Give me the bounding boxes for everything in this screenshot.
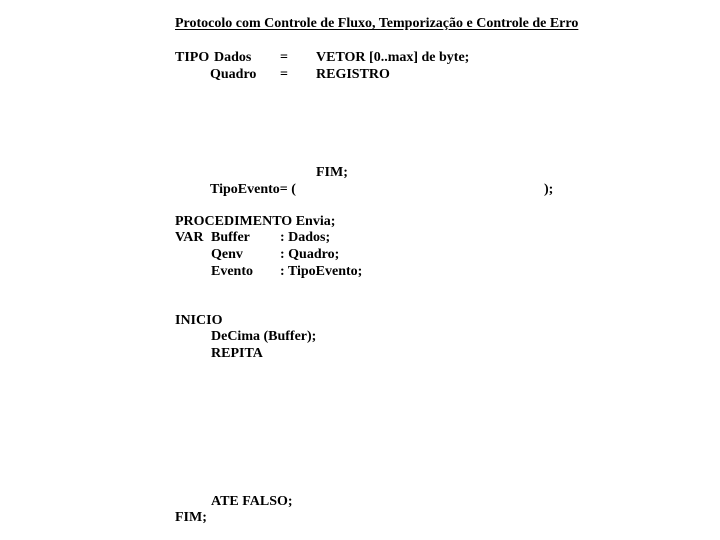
tipoevento-close: ); [544,182,554,197]
var-evento-name: Evento [211,264,253,279]
repita-keyword: REPITA [211,346,263,361]
var-evento-type: : TipoEvento; [280,264,363,279]
var-qenv-name: Qenv [211,247,243,262]
quadro-type-definition: REGISTRO [316,67,390,82]
ate-falso: ATE FALSO; [211,494,293,509]
var-buffer-name: Buffer [211,230,250,245]
dados-type-name: Dados [214,50,252,65]
tipo-keyword: TIPO [175,50,210,65]
var-qenv-type: : Quadro; [280,247,340,262]
procedure-header: PROCEDIMENTO Envia; [175,214,336,229]
dados-type-definition: VETOR [0..max] de byte; [316,50,470,65]
quadro-equals: = [280,67,288,82]
inicio-keyword: INICIO [175,313,223,328]
tipoevento-declaration: TipoEvento= ( [210,182,296,197]
registro-end: FIM; [316,165,348,180]
fim-final: FIM; [175,510,207,525]
var-keyword: VAR [175,230,204,245]
quadro-type-name: Quadro [210,67,257,82]
decima-call: DeCima (Buffer); [211,329,317,344]
dados-equals: = [280,50,288,65]
document-title: Protocolo com Controle de Fluxo, Temporização e Controle de Erro [175,16,579,31]
var-buffer-type: : Dados; [280,230,331,245]
